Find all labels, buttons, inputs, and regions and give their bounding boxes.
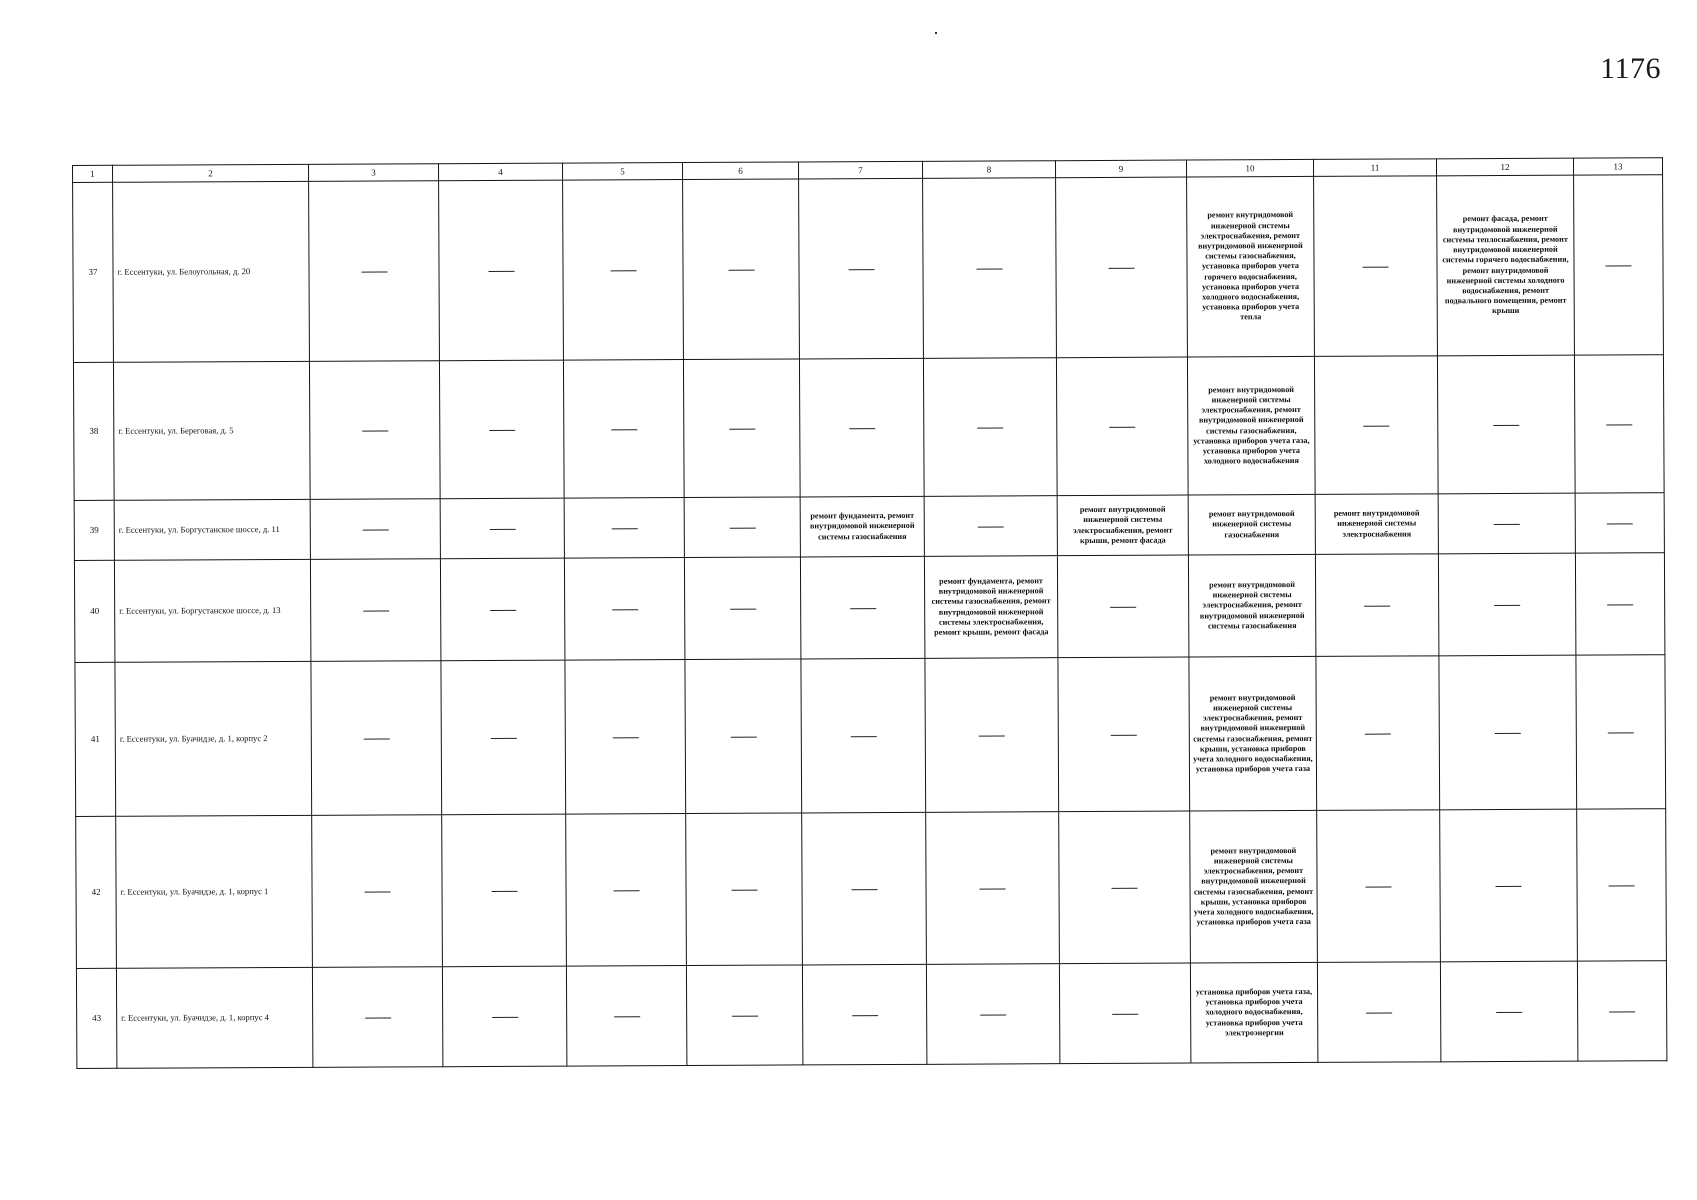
dash-mark [1365,733,1391,734]
row-number-cell: 38 [73,362,114,500]
row-number-cell: 40 [74,560,114,662]
row-number-cell: 39 [74,500,114,560]
empty-dash-cell [926,812,1060,965]
address-cell: г. Ессентуки, ул. Боргустанское шоссе, д. 13 [114,559,310,662]
empty-dash-cell [802,964,926,1065]
dash-mark [1606,424,1632,425]
empty-dash-cell [1577,809,1667,961]
row-number-cell: 42 [76,816,117,968]
empty-dash-cell [1317,810,1441,963]
dash-mark [489,430,515,431]
dash-mark [612,609,638,610]
empty-dash-cell [1314,356,1438,495]
row-number-cell: 41 [75,662,116,816]
column-number-cell: 6 [682,162,798,180]
dash-mark [611,429,637,430]
dash-mark [731,889,757,890]
empty-dash-cell [923,358,1057,497]
empty-dash-cell [686,965,802,1066]
empty-dash-cell [684,497,800,558]
dash-mark [362,529,388,530]
dash-mark [978,526,1004,527]
empty-dash-cell [1575,493,1664,553]
dash-mark [980,1014,1006,1015]
column-number-cell: 7 [798,161,922,179]
dash-mark [849,428,875,429]
work-type-cell: ремонт внутридомовой инженерной системы электроснабжения, ремонт внутридомовой инженерной системы газоснабжения, установка приборов учета газа, установка приборов учета холодного водоснабжения [1187,356,1315,495]
empty-dash-cell [683,179,800,360]
dash-mark [1608,732,1634,733]
page-number: 1176 [1600,52,1661,85]
empty-dash-cell [925,658,1059,813]
dash-mark [613,890,639,891]
dash-mark [1111,735,1137,736]
dash-mark [614,1016,640,1017]
empty-dash-cell [310,499,440,560]
work-type-cell: ремонт фасада, ремонт внутридомовой инженерной системы теплоснабжения, ремонт внутридомовой инженерной системы горячего водоснабжения, ремонт внутридомовой инженерной системы холодного водоснабжения, ремонт подвального помещения, ремонт крыши [1437,175,1575,356]
dash-mark [491,891,517,892]
table-row [73,175,1664,363]
dash-mark [728,269,754,270]
empty-dash-cell [442,966,566,1067]
empty-dash-cell [1314,176,1438,357]
scan-artifact [935,32,937,34]
work-type-cell: ремонт фундамента, ремонт внутридомовой инженерной системы газоснабжения, ремонт внутридомовой инженерной системы электроснабжения, ремонт крыши, ремонт фасада [924,556,1057,659]
column-number-cell: 9 [1055,160,1186,178]
dash-mark [732,1015,758,1016]
dash-mark [977,268,1003,269]
empty-dash-cell [926,964,1059,1065]
work-type-cell: ремонт внутридомовой инженерной системы электроснабжения, ремонт внутридомовой инженерной системы газоснабжения, установка приборов учета горячего водоснабжения, установка приборов учета холодного водоснабжения, установка приборов учета тепла [1187,176,1315,357]
empty-dash-cell [563,360,684,499]
row-number-cell: 43 [76,968,116,1068]
dash-mark [852,1015,878,1016]
dash-mark [1110,607,1136,608]
column-number-cell: 5 [562,163,682,181]
dash-mark [490,610,516,611]
empty-dash-cell [440,498,564,559]
dash-mark [979,735,1005,736]
empty-dash-cell [1574,355,1664,493]
column-number-cell: 1 [73,165,113,182]
dash-mark [363,738,389,739]
column-number-cell: 8 [922,161,1055,179]
empty-dash-cell [1059,963,1190,1064]
column-number-cell: 3 [308,164,438,182]
empty-dash-cell [1058,657,1190,812]
dash-mark [1364,605,1390,606]
dash-mark [850,736,876,737]
dash-mark [1495,733,1521,734]
empty-dash-cell [566,966,686,1067]
empty-dash-cell [1315,554,1438,657]
dash-mark [1496,1012,1522,1013]
empty-dash-cell [564,558,684,661]
dash-mark [490,738,516,739]
empty-dash-cell [1056,357,1188,496]
dash-mark [850,608,876,609]
dash-mark [980,888,1006,889]
empty-dash-cell [924,496,1057,557]
column-number-cell: 2 [113,164,309,182]
work-type-cell: ремонт внутридомовой инженерной системы электроснабжения, ремонт крыши, ремонт фасада [1057,495,1188,556]
dash-mark [730,736,756,737]
dash-mark [362,430,388,431]
empty-dash-cell [1057,555,1188,658]
empty-dash-cell [1438,493,1575,554]
empty-dash-cell [799,178,924,359]
table-row [74,493,1664,561]
empty-dash-cell [439,180,564,361]
dash-mark [1112,1014,1138,1015]
table-row [74,553,1664,663]
dash-mark [730,608,756,609]
empty-dash-cell [799,358,924,497]
dash-mark [363,610,389,611]
empty-dash-cell [564,498,684,559]
dash-mark [1366,886,1392,887]
empty-dash-cell [1056,177,1188,358]
repair-program-table [72,157,1667,1069]
address-cell: г. Ессентуки, ул. Буачидзе, д. 1, корпус 2 [115,661,312,816]
register-sheet [72,157,1666,1069]
work-type-cell: ремонт внутридомовой инженерной системы электроснабжения [1315,494,1438,555]
dash-mark [1109,427,1135,428]
empty-dash-cell [1577,961,1666,1061]
empty-dash-cell [312,815,443,968]
empty-dash-cell [442,814,567,967]
work-type-cell: ремонт внутридомовой инженерной системы электроснабжения, ремонт внутридомовой инженерной системы газоснабжения, ремонт крыши, установка приборов учета холодного водоснабжения, установка приборов учета газа [1189,656,1317,811]
dash-mark [1607,523,1633,524]
empty-dash-cell [686,813,803,966]
column-number-cell: 13 [1573,158,1662,175]
empty-dash-cell [440,558,564,661]
dash-mark [1607,604,1633,605]
work-type-cell: установка приборов учета газа, установка приборов учета холодного водоснабжения, установка приборов учета электроэнергии [1190,962,1317,1063]
table-row [75,655,1666,817]
work-type-cell: ремонт внутридомовой инженерной системы электроснабжения, ремонт внутридомовой инженерной системы газоснабжения, ремонт крыши, установка приборов учета холодного водоснабжения, установка приборов учета газа [1190,810,1318,963]
column-number-cell: 12 [1436,158,1573,176]
empty-dash-cell [802,812,927,965]
dash-mark [977,427,1003,428]
dash-mark [610,270,636,271]
dash-mark [365,1017,391,1018]
dash-mark [1496,886,1522,887]
dash-mark [1493,425,1519,426]
address-cell: г. Ессентуки, ул. Буачидзе, д. 1, корпус 4 [116,967,312,1068]
dash-mark [364,891,390,892]
work-type-cell: ремонт внутридомовой инженерной системы электроснабжения, ремонт внутридомовой инженерной системы газоснабжения [1188,554,1315,657]
empty-dash-cell [312,967,442,1068]
empty-dash-cell [801,658,926,813]
address-cell: г. Ессентуки, ул. Боргустанское шоссе, д. 11 [114,499,310,560]
empty-dash-cell [800,556,924,659]
empty-dash-cell [1059,811,1191,964]
dash-mark [1363,266,1389,267]
column-number-cell: 10 [1186,159,1313,177]
dash-mark [361,271,387,272]
empty-dash-cell [563,180,684,361]
dash-mark [1494,524,1520,525]
table-row [76,809,1667,969]
empty-dash-cell [683,359,800,498]
empty-dash-cell [685,659,802,814]
dash-mark [1606,265,1632,266]
address-cell: г. Ессентуки, ул. Белоугольная, д. 20 [113,181,310,362]
dash-mark [1366,1012,1392,1013]
dash-mark [1609,885,1635,886]
dash-mark [848,269,874,270]
dash-mark [1609,1011,1635,1012]
dash-mark [729,428,755,429]
empty-dash-cell [566,814,687,967]
empty-dash-cell [309,181,440,362]
dash-mark [851,889,877,890]
empty-dash-cell [1439,655,1577,810]
column-number-cell: 4 [438,163,562,181]
empty-dash-cell [1437,355,1575,494]
empty-dash-cell [1575,553,1664,655]
empty-dash-cell [1576,655,1666,809]
work-type-cell: ремонт фундамента, ремонт внутридомовой инженерной системы газоснабжения [800,496,924,557]
dash-mark [1494,605,1520,606]
empty-dash-cell [923,178,1057,359]
dash-mark [1363,425,1389,426]
dash-mark [612,737,638,738]
empty-dash-cell [684,557,800,660]
empty-dash-cell [1574,175,1664,355]
empty-dash-cell [1316,656,1440,811]
empty-dash-cell [311,661,442,816]
empty-dash-cell [565,660,686,815]
empty-dash-cell [309,361,440,500]
row-number-cell: 37 [73,182,114,362]
table-row [73,355,1664,501]
dash-mark [1109,268,1135,269]
dash-mark [729,527,755,528]
empty-dash-cell [1440,961,1577,1062]
empty-dash-cell [441,660,566,815]
table-row [76,961,1666,1069]
dash-mark [489,529,515,530]
empty-dash-cell [1440,809,1578,962]
dash-mark [492,1017,518,1018]
address-cell: г. Ессентуки, ул. Береговая, д. 5 [113,361,310,500]
address-cell: г. Ессентуки, ул. Буачидзе, д. 1, корпус 1 [116,815,313,968]
column-number-cell: 11 [1313,159,1436,177]
empty-dash-cell [1438,553,1575,656]
empty-dash-cell [310,559,440,662]
empty-dash-cell [439,360,564,499]
dash-mark [611,528,637,529]
dash-mark [1112,888,1138,889]
empty-dash-cell [1317,962,1440,1063]
work-type-cell: ремонт внутридомовой инженерной системы газоснабжения [1188,494,1315,555]
dash-mark [488,271,514,272]
